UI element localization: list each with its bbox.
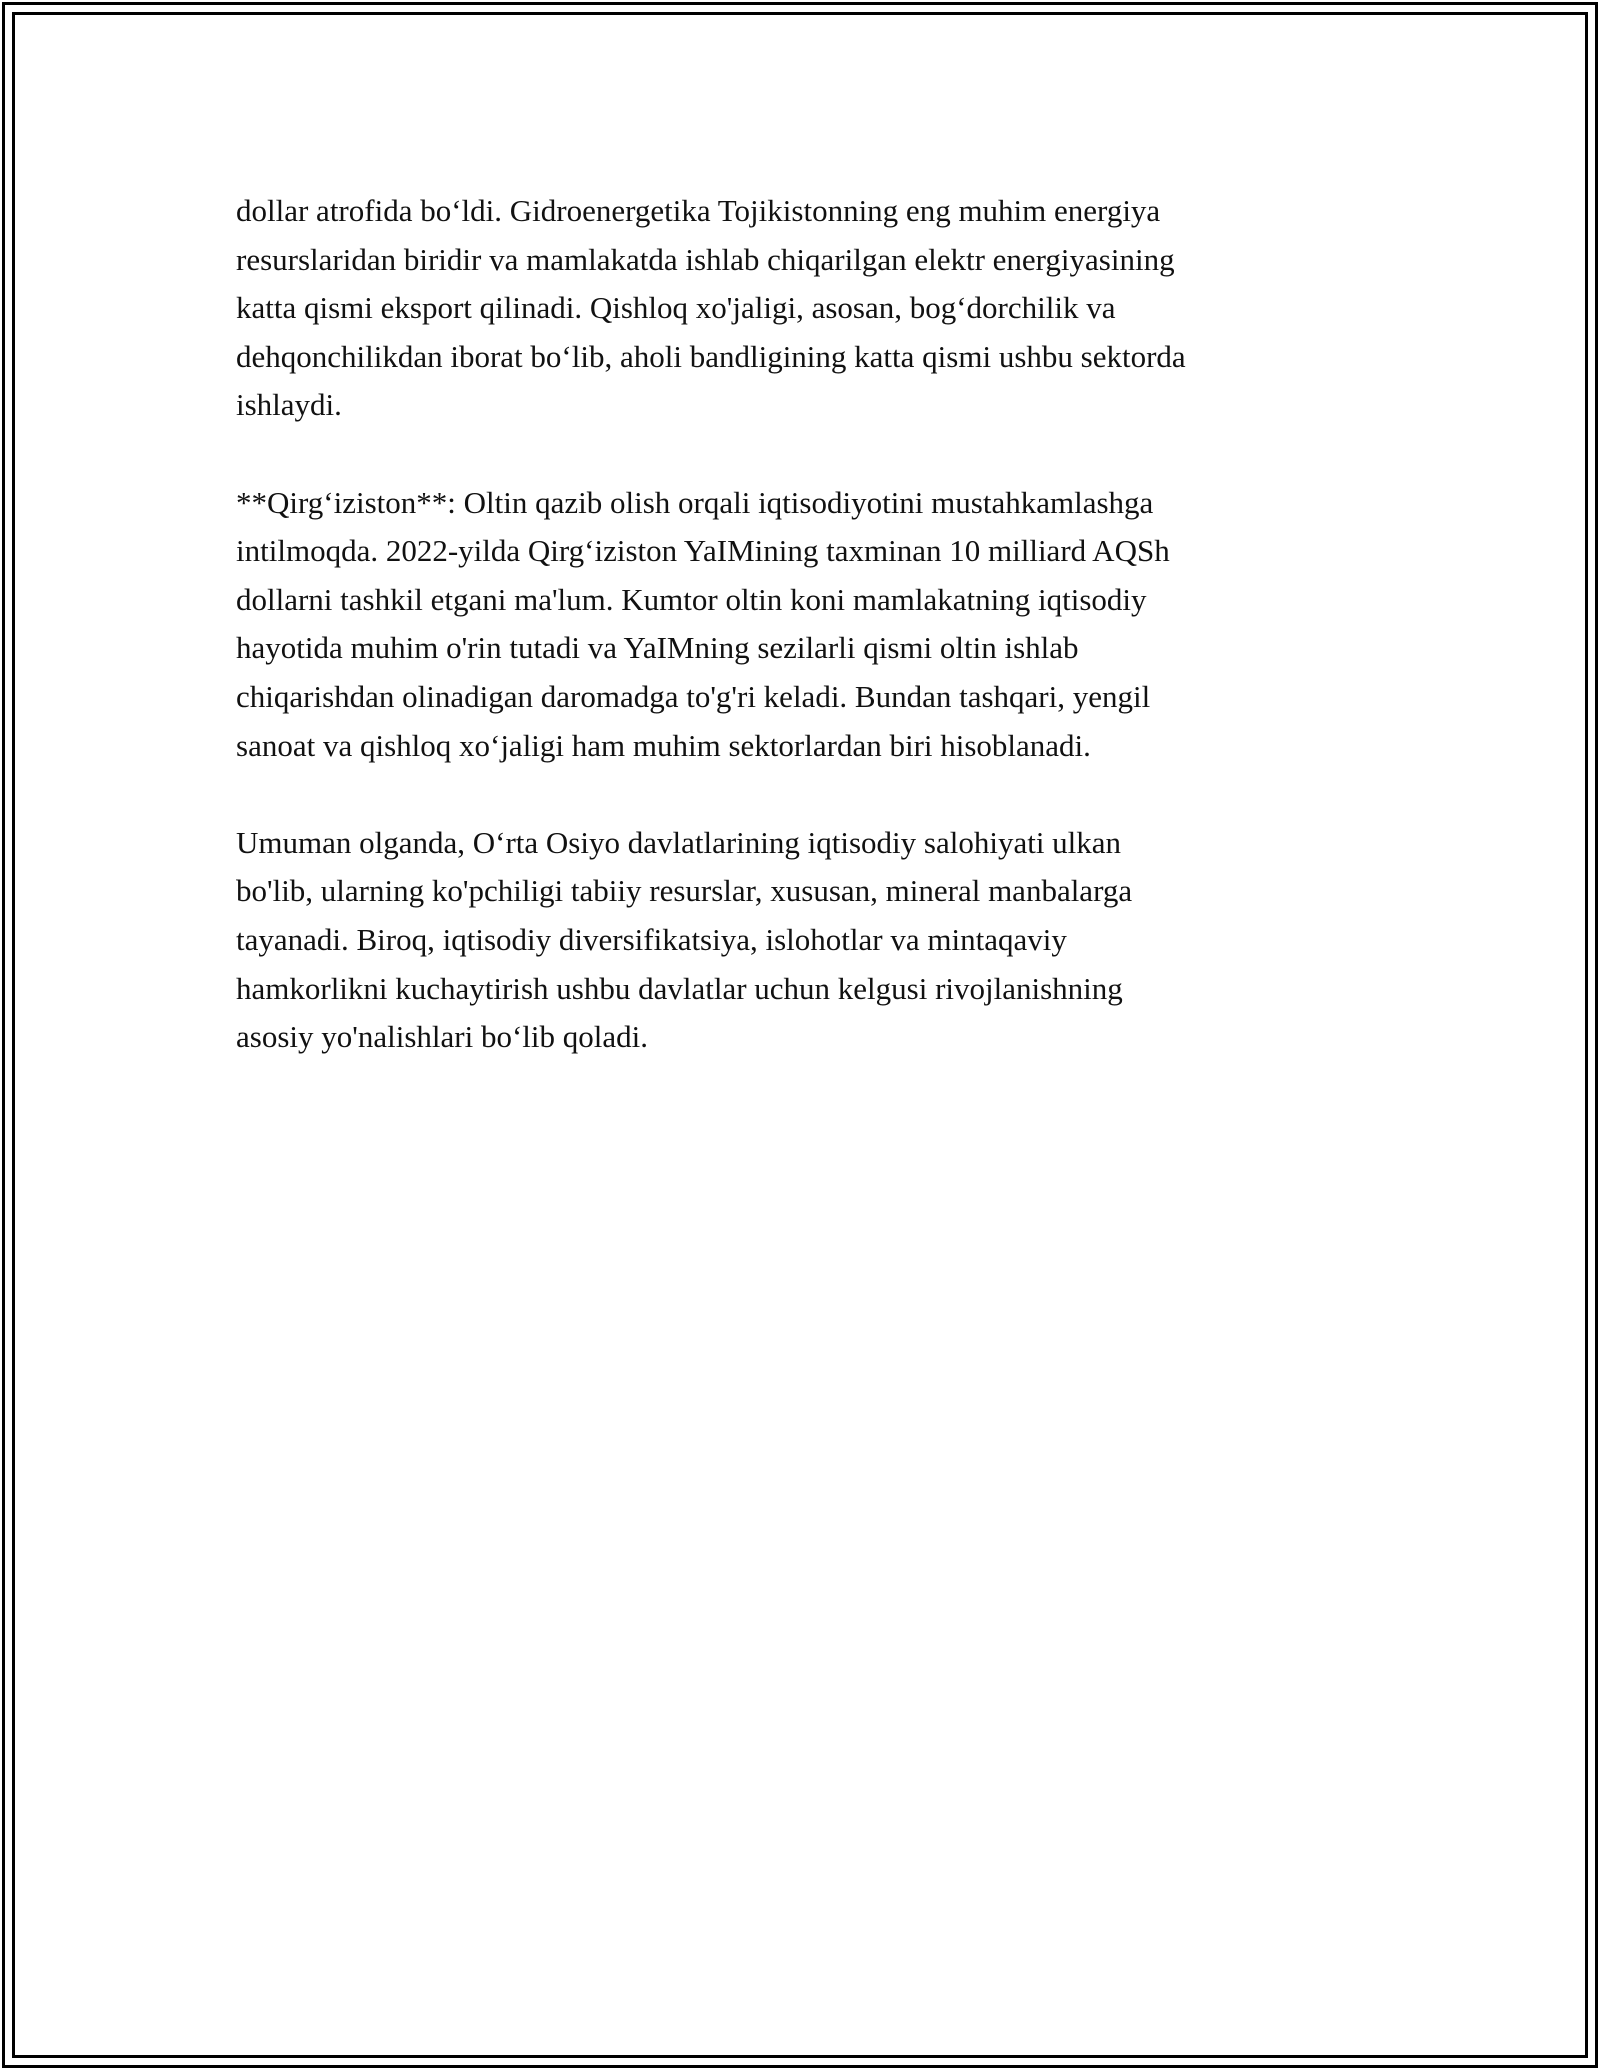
text-line: tayanadi. Biroq, iqtisodiy diversifikatsiya, islohotlar va mintaqaviy [236, 921, 1067, 957]
text-line: Umuman olganda, O‘rta Osiyo davlatlarining iqtisodiy salohiyati ulkan [236, 824, 1122, 860]
text-line: hamkorlikni kuchaytirish ushbu davlatlar uchun kelgusi rivojlanishning [236, 970, 1123, 1006]
text-line: asosiy yo'nalishlari bo‘lib qoladi. [236, 1019, 648, 1055]
text-line: **Qirg‘iziston**: Oltin qazib olish orqali iqtisodiyotini mustahkamlashga [236, 484, 1154, 520]
document-body [236, 187, 1386, 1110]
text-line: dollarni tashkil etgani ma'lum. Kumtor oltin koni mamlakatning iqtisodiy [236, 581, 1147, 617]
text-line: intilmoqda. 2022-yilda Qirg‘iziston YaIMining taxminan 10 milliard AQSh [236, 533, 1170, 569]
text-line: hayotida muhim o'rin tutadi va YaIMning sezilarli qismi oltin ishlab [236, 630, 1079, 666]
text-line: dehqonchilikdan iborat bo‘lib, aholi bandligining katta qismi ushbu sektorda [236, 338, 1186, 374]
paragraph-conclusion [236, 819, 1386, 1062]
text-line: resurslaridan biridir va mamlakatda ishlab chiqarilgan elektr energiyasining [236, 241, 1175, 277]
text-line: dollar atrofida bo‘ldi. Gidroenergetika Tojikistonning eng muhim energiya [236, 193, 1161, 228]
text-line: bo'lib, ularning ko'pchiligi tabiiy resurslar, xususan, mineral manbalarga [236, 873, 1133, 909]
paragraph-tajikistan-economy [236, 187, 1386, 430]
paragraph-kyrgyzstan-economy [236, 479, 1386, 771]
text-line: ishlaydi. [236, 387, 342, 423]
text-line: katta qismi eksport qilinadi. Qishloq xo'jaligi, asosan, bog‘dorchilik va [236, 290, 1116, 326]
text-line: sanoat va qishloq xo‘jaligi ham muhim sektorlardan biri hisoblanadi. [236, 727, 1091, 763]
text-line: chiqarishdan olinadigan daromadga to'g'ri keladi. Bundan tashqari, yengil [236, 678, 1151, 714]
